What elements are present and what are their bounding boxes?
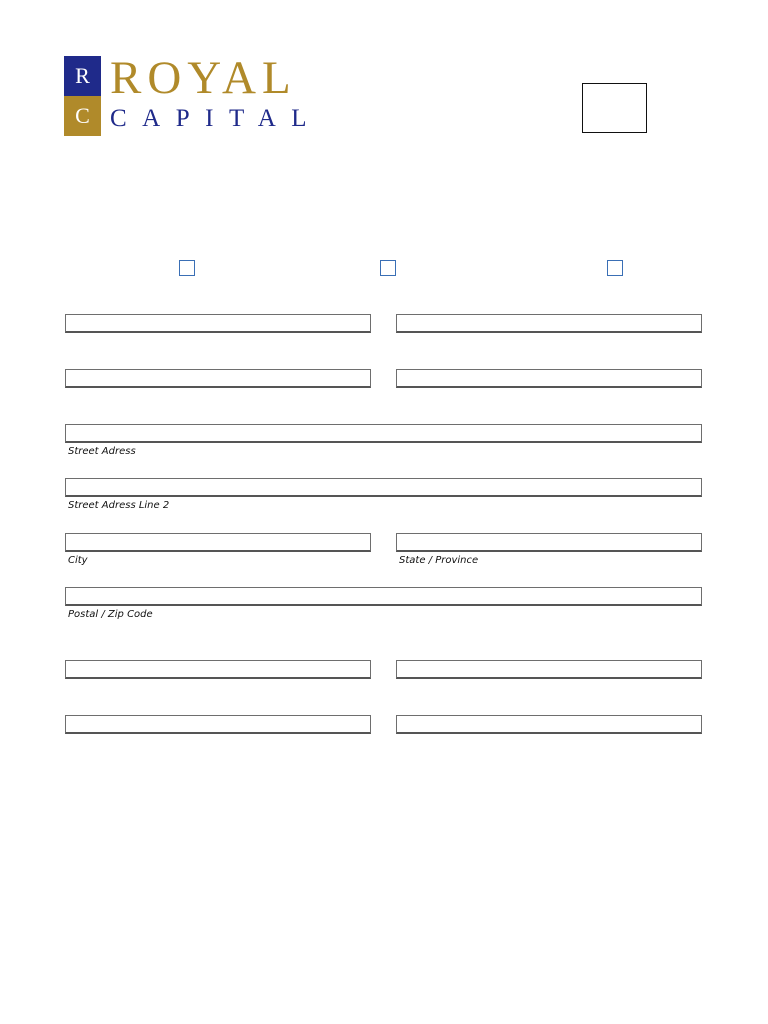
form-field-row8-left[interactable] (65, 715, 371, 734)
form-field-row7-right[interactable] (396, 660, 702, 679)
postal-code-caption: Postal / Zip Code (68, 609, 153, 620)
street-address-field[interactable] (65, 424, 702, 443)
logo-word-capital: CAPITAL (110, 105, 323, 132)
last-name-field[interactable] (396, 314, 702, 333)
state-province-caption: State / Province (399, 555, 479, 566)
form-field-row8-right[interactable] (396, 715, 702, 734)
street-address-caption: Street Adress (68, 446, 136, 457)
logo-word-royal: ROYAL (110, 52, 297, 104)
photo-box[interactable] (582, 83, 647, 133)
street-address-line2-field[interactable] (65, 478, 702, 497)
form-field-row2-left[interactable] (65, 369, 371, 388)
company-logo-mark (64, 56, 101, 136)
checkbox-option-2[interactable] (380, 260, 396, 276)
logo-letter-c: C (64, 96, 101, 136)
city-field[interactable] (65, 533, 371, 552)
first-name-field[interactable] (65, 314, 371, 333)
form-field-row7-left[interactable] (65, 660, 371, 679)
street-address-line2-caption: Street Adress Line 2 (68, 500, 170, 511)
city-caption: City (68, 555, 88, 566)
state-province-field[interactable] (396, 533, 702, 552)
checkbox-option-3[interactable] (607, 260, 623, 276)
postal-code-field[interactable] (65, 587, 702, 606)
checkbox-option-1[interactable] (179, 260, 195, 276)
logo-letter-r: R (64, 56, 101, 96)
form-field-row2-right[interactable] (396, 369, 702, 388)
